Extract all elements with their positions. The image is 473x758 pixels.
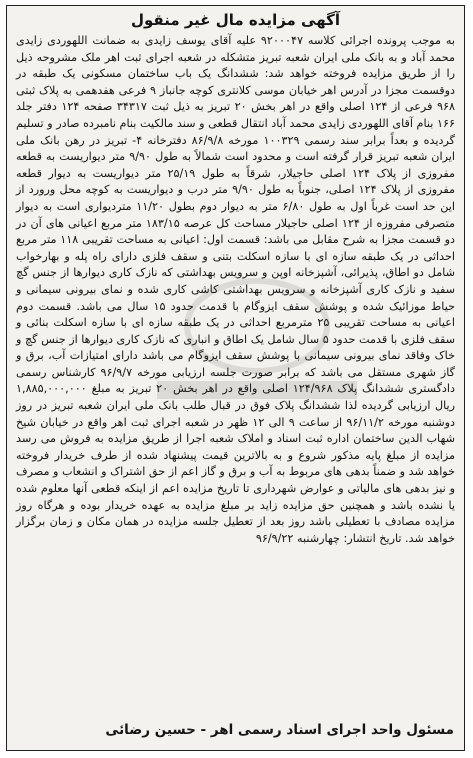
notice-body: به موجب پرونده اجرائی کلاسه ۹۲۰۰۰۴۷ علیه آقای یوسف زایدی به ضمانت اللهوردی زایدی محمد آباد و به بانک ملی ایران شعبه تبریز متشکله در شعبه اجرای ثبت اهر ملک مشروحه ذیل را از طریق مزایده فروخته خواهد شد: ششدانگ یک باب ساختمان مسکونی یک طبقه در دوقسمت مجزا در آدرس اهر خیابان موسی کلانتری کوچه جانباز ۹ فرعی هفدهمی به پلاک ثبتی ۹۶۸ فرعی از ۱۲۴ اصلی واقع در اهر بخش ۲۰ تبریز به ذیل ثبت ۳۴۳۱۷ صفحه ۱۲۴ دفتر جلد ۱۶۶ بنام آقای اللهوردی زایدی محمد آباد انتقال قطعی و سند مالکیت بنام نامبرده صادر و تسلیم گردیده و بعداً برابر سند رسمی ۱۰۰۳۲۹ مورخه ۸۶/۹/۸ دفترخانه ۴- تبریز در رهن بانک ملی ایران شعبه تبریز قرار گرفته است و محدود است شمالاً به طول ۹/۹۰ متر دیواریست به قطعه مفروزی از پلاک ۱۲۴ اصلی حاجیلار، شرقاً به طول ۲۵/۱۹ متر دیواریست به دیوار قطعه مفروزی از پلاک ۱۲۴ اصلی، جنوباً به طول ۹/۹۰ متر درب و دیواریست به کوچه محل ورورد از این حد است غرباً اول به طول ۶/۸۰ متر به دیوار دوم بطول ۱۱/۲۰ متردیواری است به دیوار متصرفی مفروزه از ۱۲۴ اصلی حاجیلار مساحت کل عرصه ۱۸۳/۱۵ متر مربع اعیانی های آن در دو قسمت مجزا به شرح مقابل می باشد: قسمت اول: اعیانی به مساحت تقریبی ۱۱۸ متر مربع احداثی در یک طبقه سازه ای با سازه اسکلت بتنی و سقف فلزی دارای راه پله و بهارخواب شامل دو اطاق، پذیرائی، آشپزخانه اوپن و سرویس بهداشتی که نازک کاری دیوارها از جنس گچ سفید و نازک کاری آشپزخانه و سرویس بهداشتی کاشی کاری شده و نمای بیرونی سیمانی و حیاط موزائیک شده و پوشش سقف ایزوگام با قدمت حدود ۱۵ سال می باشد. قسمت دوم اعیانی به مساحت تقریبی ۲۵ مترمربع احداثی در یک طبقه سازه ای با سازه اسکلت بنائی و سقف فلزی با قدمت حدود ۵ سال شامل یک اطاق و انباری که نازک کاری دیوارها از جنس گچ و خاک وفاقد نمای بیرونی سیمانی با پوشش سقف ایزوگام می باشد دارای امتیازات آب، برق و گاز شهری مستقل می باشد که برابر صورت جلسه ارزیابی مورخه ۹۶/۹/۷ کارشناس رسمی دادگستری ششدانگ پلاک ۱۲۴/۹۶۸ اصلی واقع در اهر بخش ۲۰ تبریز به مبلغ ۱,۸۸۵,۰۰۰,۰۰۰ ریال ارزیابی گردیده لذا ششدانگ پلاک فوق در قبال طلب بانک ملی ایران شعبه تبریز در روز دوشنبه مورخه ۹۶/۱۱/۲ از ساعت ۹ الی ۱۲ ظهر در شعبه اجرای ثبت اهر واقع در خیابان شیخ شهاب الدین ساختمان اداره ثبت اسناد و املاک شعبه اجرا از طریق مزایده به فروش می رسد مزایده از مبلغ پایه مذکور شروع و به بالاترین قیمت پیشنهاد شده از طرف خریدار فروخته خواهد شد و ضمناً بدهی های مربوط به آب و برق و گاز اعم از حق اشتراک و انشعاب و مصرف و نیز بدهی های مالیاتی و عوارض شهرداری تا تاریخ مزایده اعم از اینکه قطعی آنها معلوم شده یا نشده باشد و همچنین حق مزایده زاید بر مبلغ مزایده به عهده خریدار بوده و هرگاه روز مزایده مصادف با تعطیلی باشد روز بعد از تعطیل جلسه مزایده در همان مکان و زمان برگزار خواهد شد. تاریخ انتشار: چهارشنبه ۹۶/۹/۲۲: [16, 34, 456, 545]
notice-title: آگهی مزایده مال غیر منقول: [130, 11, 340, 29]
notice-clipping: [6, 5, 465, 751]
notice-signature: مسئول واحد اجرای اسناد رسمی اهر - حسین رضائی: [105, 722, 454, 738]
